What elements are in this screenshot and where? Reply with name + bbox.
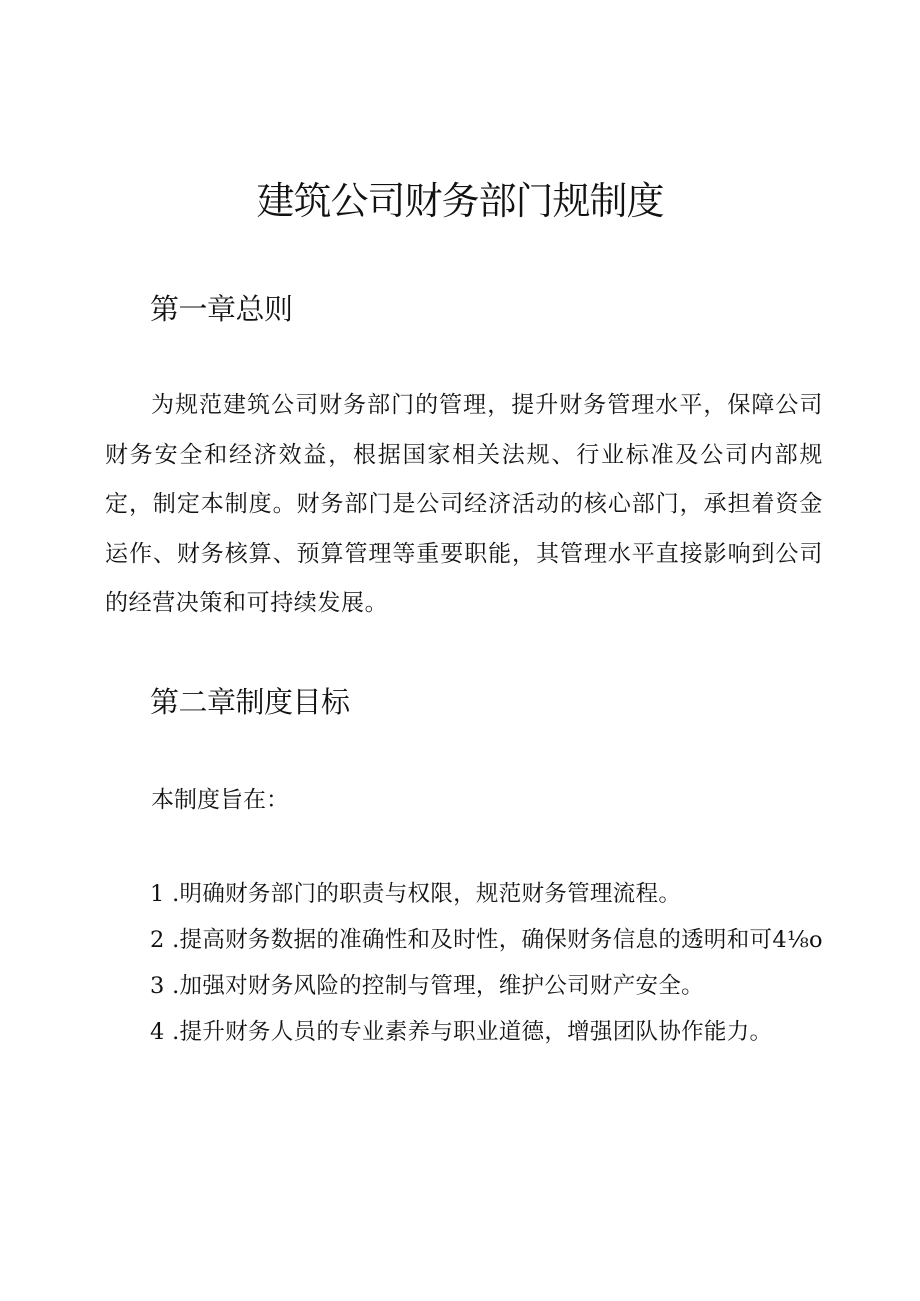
goal-text: 提升财务人员的专业素养与职业道德，增强团队协作能力。: [179, 1019, 773, 1045]
chapter-1-heading: 第一章总则: [150, 292, 293, 326]
goal-number: 4 .: [150, 1019, 180, 1045]
goal-text: 提高财务数据的准确性和及时性，确保财务信息的透明和可4⅛o: [179, 927, 823, 953]
goal-item-3: [150, 963, 850, 1009]
goal-number: 3 .: [150, 973, 180, 999]
goal-text: 明确财务部门的职责与权限，规范财务管理流程。: [179, 881, 682, 907]
goal-item-2: [150, 917, 850, 963]
goal-item-4: [150, 1009, 850, 1055]
goal-text: 加强对财务风险的控制与管理，维护公司财产安全。: [179, 973, 704, 999]
chapter-1-paragraph: 为规范建筑公司财务部门的管理，提升财务管理水平，保障公司财务安全和经济效益，根据国家相关法规、行业标准及公司内部规定，制定本制度。财务部门是公司经济活动的核心部门，承担着资金运作、财务核算、预算管理等重要职能，其管理水平直接影响到公司的经营决策和可持续发展。: [105, 392, 823, 616]
document-title: 建筑公司财务部门规制度: [256, 179, 664, 223]
goal-number: 1 .: [150, 881, 180, 907]
chapter-2-heading: 第二章制度目标: [150, 685, 350, 719]
goal-list: [150, 871, 850, 1055]
goal-item-1: [150, 871, 850, 917]
chapter-2-lead-text: 本制度旨在：: [151, 787, 289, 813]
goal-number: 2 .: [150, 927, 180, 953]
